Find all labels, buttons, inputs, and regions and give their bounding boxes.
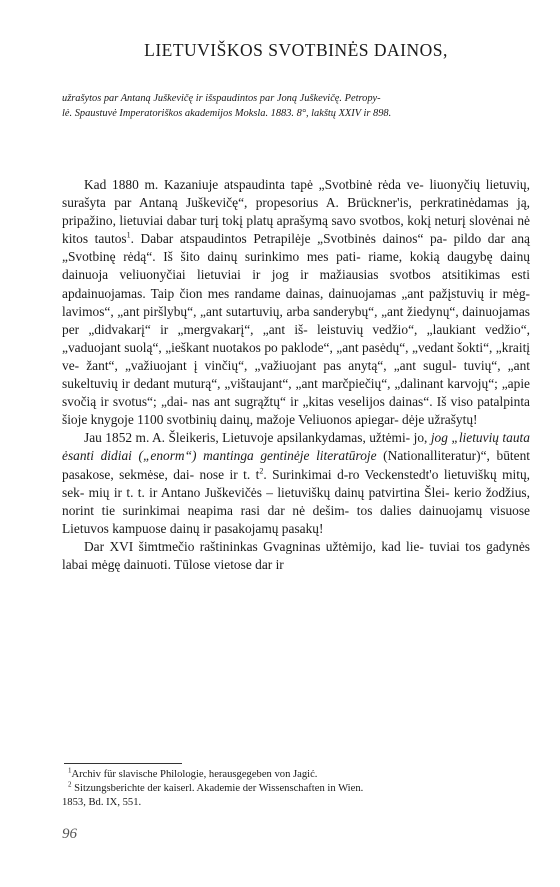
footnote-1: $^1$Archiv für slavische Philologie, herausgegeben von Jagić. xyxy=(68,766,318,780)
footnotes xyxy=(62,768,530,810)
page-title: LIETUVIŠKOS SVOTBINĖS DAINOS, xyxy=(144,40,448,60)
page-number: 96 xyxy=(62,826,77,842)
footnote-separator xyxy=(64,763,182,764)
subtitle-line-1: užrašytos par Antaną Juškevičę ir išspaudintos par Joną Juškevičę. Petropy- xyxy=(62,93,381,104)
paragraph-2: Jau 1852 m. A. Šleikeris, Lietuvoje apsilankydamas, užtėmi- jo, jog „lietuvių tauta ėsanti didiai („enorm“) mantinga gentinėje literatūroje (Nationalliteratur)“, būtent pasakose, sekmėse, dai- nose ir t. $t^2$. Surinkimai d-ro Veckenstedt'o lietuviškų mitų, sek- mių ir t. t. ir Antano Juškevičės – lietuviškų dainų patvirtina Šlei- kerio žodžius, norint tie surinkimai neapima rasi dar nė dešim- tos dalies dainuojamų visuose Lietuvos kampuose dainų ir pasakojamų pasakų! xyxy=(62,430,531,536)
body-text xyxy=(62,176,530,574)
subtitle-line-2: lė. Spaustuvė Imperatoriškos akademijos Moksla. 1883. 8°, lakštų XXIV ir 898. xyxy=(62,107,392,119)
footnote-ref-2: 2 xyxy=(259,466,264,476)
bibliographic-subtitle xyxy=(62,92,530,121)
footnote-2-continued: 1853, Bd. IX, 551. xyxy=(62,797,142,808)
paragraph-3: Dar XVI šimtmečio raštininkas Gvagninas užtėmijo, kad lie- tuviai tos gadynės labai mėgę dainuoti. Tūlose vietose dar ir xyxy=(62,538,530,572)
footnote-2: $^2$ Sitzungsberichte der kaiserl. Akademie der Wissenschaften in Wien. xyxy=(68,780,364,794)
footnote-ref-1: 1 xyxy=(126,230,131,240)
paragraph-1: Kad 1880 m. Kazaniuje atspaudinta tapė „Svotbinė rėda ve- liuonyčių lietuvių, surašyta par Antaną Juškevičę“, propesorius A. Brückner'is, perkratinėdamas ją, pripažino, lietuviai dabar turį tokį platų aprašymą savo svotbos, kokį neturį slovėnai nė kitos tautos$^1$. Dabar atspaudintos Petrapilėje „Svotbinės dainos“ pa- pildo dar aną „Svotbinę rėdą“. Iš šito dainų surinkimo mes pati- riame, kokią daugybę dainų dainuoja veliuonyčiai lietuviai ir jog ir mažiausias svotbos atsitikimas esti apdainuojamas. Taip čion mes randame dainas, dainuojamas „ant pažįstuvių ir mėg- lavimos“, „ant piršlybų“, „ant sutartuvių, arba sanderybų“, „ant žiedynų“, dainuojamas per „didvakarį“ ir „mergvakarį“, „ant iš- leistuvių vedžio“, „laukiant vedžio“,„vaduojant suolą“, „ieškant nuotakos po paklode“, „ant pasėdų“, „vedant šokti“, „kraitį ve- žant“, „važiuojant į vinčių“, „važiuojant pas anytą“, „ant sugul- tuvių“, „ant sukeltuvių ir dedant muturą“, „vištaujant“, „ant marčpiečių“, „dalinant karvojų“; „apie svočią ir svotus“; „dai- nas ant sugrąžtų“ ir „kitas veselijos dainas“. Iš viso patalpinta šioje knygoje 1100 svotbinių dainų, mažoje Veliuonos apiegar- dėje užrašytų! xyxy=(62,177,531,428)
